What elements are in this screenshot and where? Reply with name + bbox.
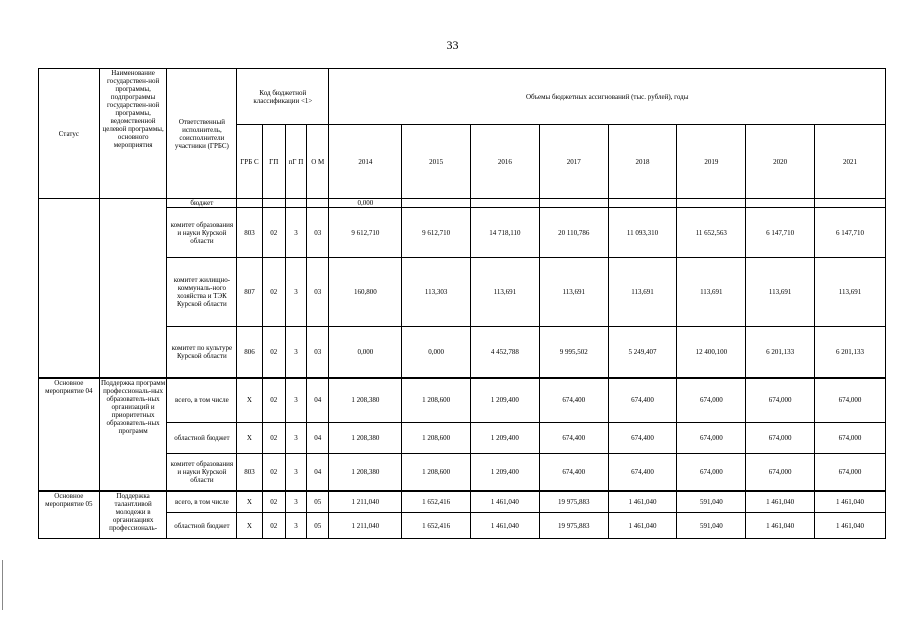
value-cell: 19 975,883 <box>539 491 608 513</box>
value-cell: 5 249,407 <box>608 327 677 378</box>
value-cell: 1 461,040 <box>815 491 886 513</box>
value-cell <box>608 199 677 208</box>
executor-cell: комитет жилищно-коммуналь-ного хозяйства и ТЭК Курской области <box>167 258 237 327</box>
value-cell: 113,303 <box>402 258 471 327</box>
value-cell: 1 461,040 <box>746 513 815 539</box>
budget-table <box>38 68 886 539</box>
value-cell: 674,400 <box>539 423 608 454</box>
code-cell: 05 <box>307 491 329 513</box>
value-cell: 674,000 <box>677 378 746 423</box>
value-cell: 674,400 <box>608 423 677 454</box>
value-cell: 113,691 <box>539 258 608 327</box>
code-cell: 3 <box>285 491 306 513</box>
value-cell: 0,000 <box>402 327 471 378</box>
header-volumes: Объемы бюджетных ассигнований (тыс. рублей), годы <box>329 69 886 125</box>
value-cell: 674,000 <box>746 423 815 454</box>
value-cell: 1 208,380 <box>329 423 402 454</box>
value-cell: 674,000 <box>815 423 886 454</box>
value-cell: 1 208,600 <box>402 378 471 423</box>
value-cell <box>471 199 540 208</box>
name-cell: Поддержка программ профессиональ-ных образователь-ных организаций и приоритетных образователь-ных программ <box>99 378 167 491</box>
value-cell: 674,000 <box>677 454 746 491</box>
executor-cell: всего, в том числе <box>167 491 237 513</box>
status-cell: Основное мероприятие 05 <box>39 491 100 539</box>
value-cell: 674,400 <box>608 378 677 423</box>
name-cell: Поддержка талантливой молодежи в организациях профессиональ- <box>99 491 167 539</box>
value-cell: 6 147,710 <box>746 208 815 258</box>
code-cell: 02 <box>262 423 285 454</box>
code-cell: 3 <box>285 258 306 327</box>
page-number: 33 <box>446 38 459 52</box>
value-cell: 6 201,133 <box>746 327 815 378</box>
header-code-grbs: ГРБ С <box>237 125 262 199</box>
value-cell: 1 461,040 <box>471 513 540 539</box>
value-cell: 11 652,563 <box>677 208 746 258</box>
code-cell <box>237 199 262 208</box>
code-cell: Х <box>237 423 262 454</box>
value-cell: 674,000 <box>815 378 886 423</box>
header-budget-code: Код бюджетной классификации <1> <box>237 69 329 125</box>
code-cell: 3 <box>285 423 306 454</box>
name-cell-continued <box>99 199 167 378</box>
value-cell: 1 211,040 <box>329 491 402 513</box>
code-cell: 05 <box>307 513 329 539</box>
value-cell: 0,000 <box>329 327 402 378</box>
value-cell: 591,040 <box>677 513 746 539</box>
value-cell: 674,000 <box>746 378 815 423</box>
header-year: 2017 <box>539 125 608 199</box>
code-cell: 03 <box>307 208 329 258</box>
code-cell: 02 <box>262 327 285 378</box>
value-cell: 9 612,710 <box>329 208 402 258</box>
value-cell: 591,040 <box>677 491 746 513</box>
code-cell: 02 <box>262 454 285 491</box>
value-cell: 1 461,040 <box>608 491 677 513</box>
code-cell <box>307 199 329 208</box>
executor-cell: областной бюджет <box>167 513 237 539</box>
executor-cell: комитет по культуре Курской области <box>167 327 237 378</box>
executor-cell: всего, в том числе <box>167 378 237 423</box>
value-cell: 1 652,416 <box>402 513 471 539</box>
code-cell: 806 <box>237 327 262 378</box>
code-cell: Х <box>237 378 262 423</box>
value-cell: 1 209,400 <box>471 378 540 423</box>
code-cell: 02 <box>262 491 285 513</box>
header-year: 2020 <box>746 125 815 199</box>
code-cell <box>262 199 285 208</box>
value-cell <box>746 199 815 208</box>
value-cell: 4 452,788 <box>471 327 540 378</box>
value-cell: 113,691 <box>815 258 886 327</box>
executor-cell: комитет образования и науки Курской области <box>167 208 237 258</box>
status-cell: Основное мероприятие 04 <box>39 378 100 491</box>
code-cell: 3 <box>285 513 306 539</box>
value-cell <box>815 199 886 208</box>
table-row <box>39 199 886 208</box>
value-cell: 6 201,133 <box>815 327 886 378</box>
header-executor: Ответственный исполнитель, соисполнители участники (ГРБС) <box>167 69 237 199</box>
value-cell: 113,691 <box>677 258 746 327</box>
code-cell: 03 <box>307 258 329 327</box>
scan-edge-mark <box>2 560 3 610</box>
value-cell: 9 612,710 <box>402 208 471 258</box>
header-year: 2019 <box>677 125 746 199</box>
value-cell: 1 461,040 <box>746 491 815 513</box>
value-cell <box>402 199 471 208</box>
value-cell: 674,000 <box>746 454 815 491</box>
code-cell: 02 <box>262 513 285 539</box>
value-cell: 0,000 <box>329 199 402 208</box>
value-cell <box>677 199 746 208</box>
code-cell: 02 <box>262 258 285 327</box>
value-cell: 6 147,710 <box>815 208 886 258</box>
header-year: 2016 <box>471 125 540 199</box>
value-cell: 1 208,600 <box>402 454 471 491</box>
header-code-om: О М <box>307 125 329 199</box>
executor-cell: областной бюджет <box>167 423 237 454</box>
code-cell: 02 <box>262 208 285 258</box>
value-cell: 674,000 <box>815 454 886 491</box>
value-cell: 1 652,416 <box>402 491 471 513</box>
status-cell-continued <box>39 199 100 378</box>
table-row <box>39 491 886 513</box>
value-cell: 1 211,040 <box>329 513 402 539</box>
table-row <box>39 378 886 423</box>
value-cell: 19 975,883 <box>539 513 608 539</box>
code-cell: 803 <box>237 454 262 491</box>
value-cell: 1 209,400 <box>471 454 540 491</box>
header-year: 2014 <box>329 125 402 199</box>
header-name: Наименование государствен-ной программы, подпрограммы государствен-ной программы, ведомственной целевой программы, основного мероприятия <box>99 69 167 199</box>
value-cell: 9 995,502 <box>539 327 608 378</box>
value-cell: 1 461,040 <box>471 491 540 513</box>
header-row-1 <box>39 69 886 125</box>
code-cell: 803 <box>237 208 262 258</box>
executor-cell: бюджет <box>167 199 237 208</box>
value-cell: 1 461,040 <box>608 513 677 539</box>
value-cell: 113,691 <box>471 258 540 327</box>
code-cell: 3 <box>285 208 306 258</box>
header-year: 2018 <box>608 125 677 199</box>
value-cell: 113,691 <box>746 258 815 327</box>
header-status: Статус <box>39 69 100 199</box>
value-cell: 113,691 <box>608 258 677 327</box>
code-cell: 04 <box>307 378 329 423</box>
value-cell: 1 209,400 <box>471 423 540 454</box>
value-cell: 20 110,786 <box>539 208 608 258</box>
value-cell: 12 400,100 <box>677 327 746 378</box>
value-cell <box>539 199 608 208</box>
value-cell: 1 461,040 <box>815 513 886 539</box>
executor-cell: комитет образования и науки Курской области <box>167 454 237 491</box>
header-code-pgp: пГ П <box>285 125 306 199</box>
value-cell: 1 208,380 <box>329 378 402 423</box>
code-cell: 04 <box>307 423 329 454</box>
value-cell: 1 208,600 <box>402 423 471 454</box>
code-cell: Х <box>237 491 262 513</box>
header-year: 2015 <box>402 125 471 199</box>
code-cell: 3 <box>285 378 306 423</box>
value-cell: 674,400 <box>539 378 608 423</box>
code-cell: 807 <box>237 258 262 327</box>
code-cell: 3 <box>285 327 306 378</box>
code-cell: 03 <box>307 327 329 378</box>
header-code-gp: ГП <box>262 125 285 199</box>
value-cell: 674,000 <box>677 423 746 454</box>
value-cell: 11 093,310 <box>608 208 677 258</box>
code-cell: Х <box>237 513 262 539</box>
header-year: 2021 <box>815 125 886 199</box>
code-cell <box>285 199 306 208</box>
value-cell: 14 718,110 <box>471 208 540 258</box>
value-cell: 674,400 <box>539 454 608 491</box>
value-cell: 1 208,380 <box>329 454 402 491</box>
code-cell: 3 <box>285 454 306 491</box>
code-cell: 04 <box>307 454 329 491</box>
value-cell: 674,400 <box>608 454 677 491</box>
code-cell: 02 <box>262 378 285 423</box>
value-cell: 160,800 <box>329 258 402 327</box>
